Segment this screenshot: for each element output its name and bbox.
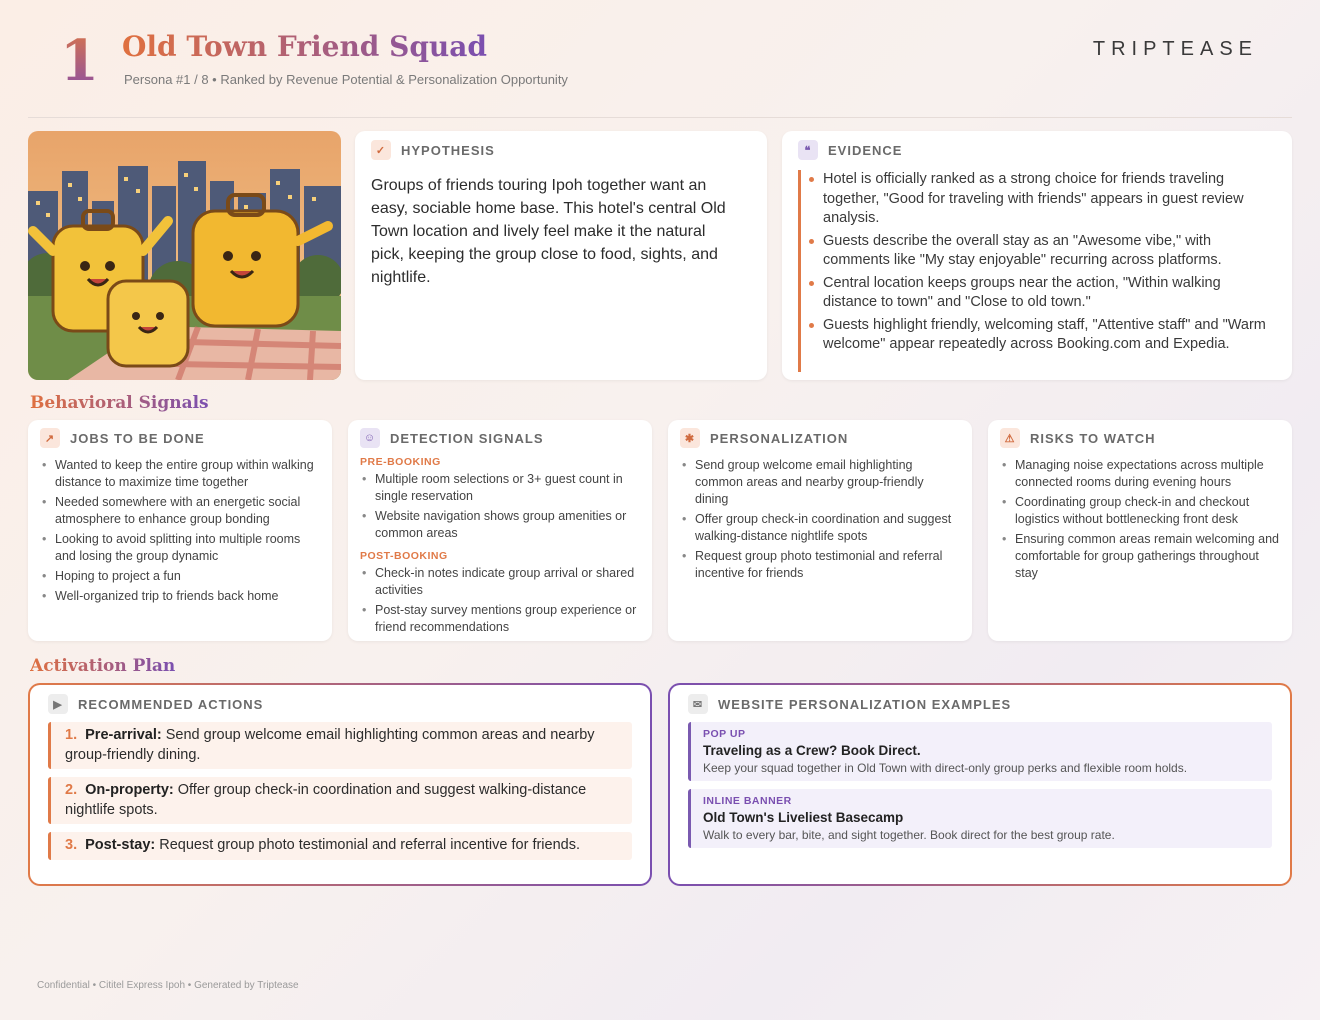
personalization-label: PERSONALIZATION <box>710 430 849 446</box>
list-item: • Looking to avoid splitting into multiple rooms and losing the group dynamic <box>40 531 320 565</box>
persona-illustration <box>28 131 341 380</box>
page-header <box>28 20 1292 118</box>
evidence-list <box>798 170 1276 372</box>
actions-header <box>48 694 632 714</box>
website-header <box>688 694 1272 714</box>
action-text: Request group photo testimonial and referral incentive for friends. <box>159 837 580 853</box>
website-example-banner <box>688 789 1272 848</box>
action-text: Offer group check-in coordination and suggest walking-distance nightlife spots. <box>65 782 587 818</box>
post-booking-label: POST-BOOKING <box>360 550 448 562</box>
evidence-item: Central location keeps groups near the action, "Within walking distance to town" and "Close to old town." <box>823 274 1276 313</box>
action-number: 3. <box>65 837 78 853</box>
personalization-card <box>668 420 972 641</box>
list-item: • Send group welcome email highlighting common areas and nearby group-friendly dining <box>680 457 960 508</box>
personalization-header <box>680 428 960 448</box>
arrow-up-right-icon: ↗ <box>40 428 60 448</box>
evidence-item: Guests highlight friendly, welcoming staff, "Attentive staff" and "Warm welcome" appear repeatedly across Booking.com and Expedia. <box>823 316 1276 355</box>
evidence-label: EVIDENCE <box>828 142 903 158</box>
mail-icon: ✉ <box>688 694 708 714</box>
list-item: • Request group photo testimonial and referral incentive for friends <box>680 548 960 582</box>
detection-header <box>360 428 640 448</box>
jobs-label: JOBS TO BE DONE <box>70 430 205 446</box>
example-body: Keep your squad together in Old Town with direct-only group perks and flexible room holds. <box>703 761 1188 775</box>
risks-header <box>1000 428 1280 448</box>
list-item: • Well-organized trip to friends back home <box>40 588 320 605</box>
action-phase: On-property: <box>85 782 174 798</box>
risks-label: RISKS TO WATCH <box>1030 430 1156 446</box>
recommended-actions-box <box>28 683 652 886</box>
hypothesis-card <box>355 131 767 380</box>
list-item: • Hoping to project a fun <box>40 568 320 585</box>
jobs-to-be-done-card <box>28 420 332 641</box>
action-phase: Pre-arrival: <box>85 727 162 743</box>
example-type: INLINE BANNER <box>703 795 792 807</box>
brand-logo: TRIPTEASE <box>1092 38 1258 60</box>
example-body: Walk to every bar, bite, and sight together. Book direct for the best group rate. <box>703 828 1115 842</box>
list-item: • Check-in notes indicate group arrival or shared activities <box>360 565 640 599</box>
behavioral-signals-title: Behavioral Signals <box>30 393 209 413</box>
action-item <box>48 722 632 769</box>
jobs-header <box>40 428 320 448</box>
sparkle-icon: ✱ <box>680 428 700 448</box>
smiley-icon: ☺ <box>360 428 380 448</box>
persona-rank: 1 <box>60 28 99 94</box>
action-number: 1. <box>65 727 78 743</box>
website-example-popup <box>688 722 1272 781</box>
evidence-item: Hotel is officially ranked as a strong choice for friends traveling together, "Good for traveling with friends" appears in guest review analysis. <box>823 170 1276 229</box>
warning-icon: ⚠ <box>1000 428 1020 448</box>
play-icon: ▶ <box>48 694 68 714</box>
pre-booking-list <box>360 471 640 542</box>
list-item: • Post-stay survey mentions group experience or friend recommendations <box>360 602 640 636</box>
risks-list <box>1000 457 1280 582</box>
post-booking-list <box>360 565 640 636</box>
list-item: • Website navigation shows group amenities or common areas <box>360 508 640 542</box>
hypothesis-text: Groups of friends touring Ipoh together want an easy, sociable home base. This hotel's central Old Town location and lively feel make it the natural pick, keeping the group close to food, sights, and nightlife. <box>371 177 726 286</box>
activation-plan-title: Activation Plan <box>30 656 176 676</box>
evidence-item: Guests describe the overall stay as an "Awesome vibe," with comments like "My stay enjoyable" recurring across platforms. <box>823 232 1276 271</box>
list-item: • Needed somewhere with an energetic social atmosphere to enhance group bonding <box>40 494 320 528</box>
action-number: 2. <box>65 782 78 798</box>
list-item: • Wanted to keep the entire group within walking distance to maximize time together <box>40 457 320 491</box>
quote-icon: ❝ <box>798 140 818 160</box>
risks-card <box>988 420 1292 641</box>
evidence-header <box>798 140 1276 160</box>
page-footer: Confidential • Cititel Express Ipoh • Generated by Triptease <box>37 980 299 991</box>
actions-label: RECOMMENDED ACTIONS <box>78 696 264 712</box>
list-item: • Coordinating group check-in and checkout logistics without bottlenecking front desk <box>1000 494 1280 528</box>
pre-booking-label: PRE-BOOKING <box>360 456 441 468</box>
hypothesis-header <box>371 140 751 160</box>
hypothesis-label: HYPOTHESIS <box>401 142 495 158</box>
page-subtitle: Persona #1 / 8 • Ranked by Revenue Potential & Personalization Opportunity <box>124 72 568 87</box>
action-phase: Post-stay: <box>85 837 156 853</box>
example-title: Old Town's Liveliest Basecamp <box>703 810 904 825</box>
action-item <box>48 777 632 824</box>
check-icon: ✓ <box>371 140 391 160</box>
example-title: Traveling as a Crew? Book Direct. <box>703 743 921 758</box>
list-item: • Managing noise expectations across multiple connected rooms during evening hours <box>1000 457 1280 491</box>
evidence-card <box>782 131 1292 380</box>
example-type: POP UP <box>703 728 746 740</box>
jobs-list <box>40 457 320 605</box>
website-personalization-box <box>668 683 1292 886</box>
page-title: Old Town Friend Squad <box>122 30 488 63</box>
personalization-list <box>680 457 960 582</box>
detection-signals-card <box>348 420 652 641</box>
website-label: WEBSITE PERSONALIZATION EXAMPLES <box>718 696 1012 712</box>
action-item <box>48 832 632 860</box>
list-item: • Offer group check-in coordination and suggest walking-distance nightlife spots <box>680 511 960 545</box>
list-item: • Ensuring common areas remain welcoming and comfortable for group gatherings throughout stay <box>1000 531 1280 582</box>
action-text: Send group welcome email highlighting common areas and nearby group-friendly dining. <box>65 727 595 763</box>
list-item: • Multiple room selections or 3+ guest count in single reservation <box>360 471 640 505</box>
detection-label: DETECTION SIGNALS <box>390 430 544 446</box>
